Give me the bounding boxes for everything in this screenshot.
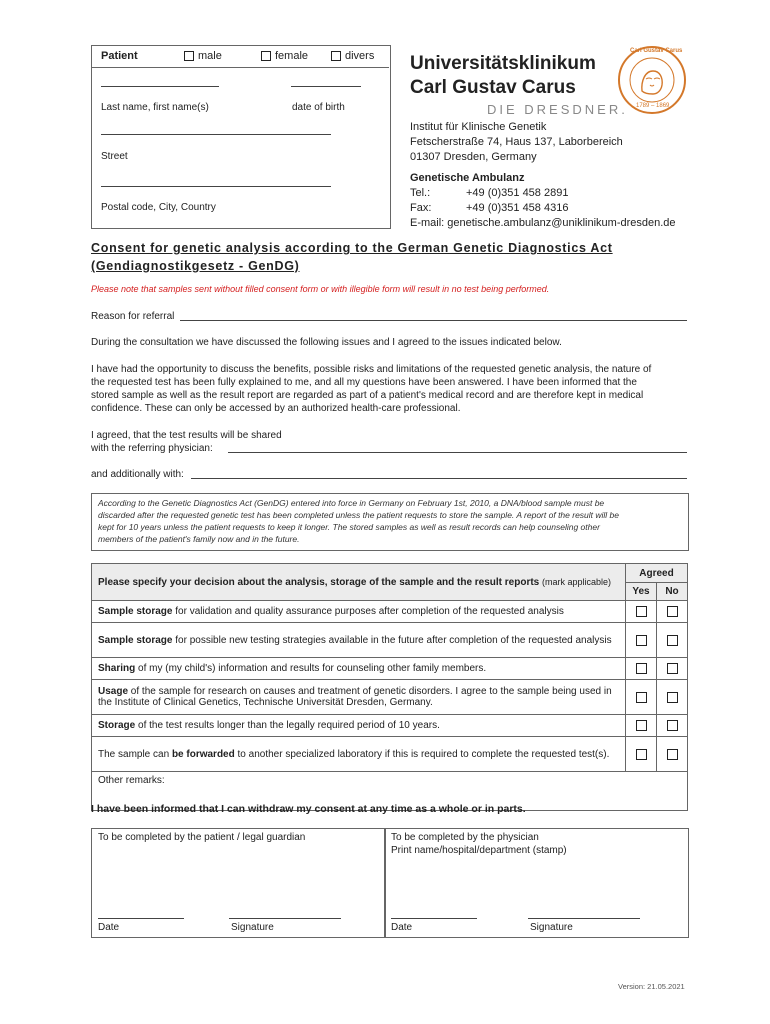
no-checkbox[interactable] — [667, 663, 678, 674]
dob-field[interactable] — [291, 86, 361, 87]
no-cell[interactable] — [657, 715, 688, 737]
female-checkbox[interactable] — [261, 51, 271, 61]
no-checkbox[interactable] — [667, 720, 678, 731]
yes-checkbox[interactable] — [636, 663, 647, 674]
no-cell[interactable] — [657, 658, 688, 680]
address2: 01307 Dresden, Germany — [410, 151, 537, 163]
clinic-name: Genetische Ambulanz — [410, 172, 525, 184]
forward-post: to another specialized laboratory if this is required to complete the requested test(s). — [234, 748, 610, 760]
table-row — [92, 737, 688, 772]
para1-line4: confidence. These can only be accessed by an authorized health-care professional. — [91, 403, 461, 414]
male-checkbox[interactable] — [184, 51, 194, 61]
additionally-field[interactable] — [191, 478, 687, 479]
referring-physician-field[interactable] — [228, 452, 687, 453]
gendg-line1: According to the Genetic Diagnostics Act (GenDG) entered into force in Germany on February 1st, 2010, a DNA/blood sample must be — [98, 498, 605, 508]
physician-signature-label: Signature — [530, 922, 573, 933]
yes-checkbox[interactable] — [636, 635, 647, 646]
tagline: DIE DRESDNER. — [487, 102, 628, 117]
patient-signature-line[interactable] — [229, 918, 341, 919]
fax-label: Fax: — [410, 202, 432, 214]
divers-checkbox[interactable] — [331, 51, 341, 61]
row-text — [92, 601, 626, 623]
seal-years: 1789 – 1869 — [636, 103, 670, 109]
para1-line3: stored sample as well as the result report are regarded as part of a patient's medical record and are therefore kept in medical — [91, 390, 644, 401]
row-desc: for validation and quality assurance purposes after completion of the requested analysis — [172, 606, 564, 617]
row-bold: Sharing — [98, 663, 136, 674]
address1: Fetscherstraße 74, Haus 137, Laborbereich — [410, 136, 623, 148]
no-checkbox[interactable] — [667, 635, 678, 646]
physician-signature-line[interactable] — [528, 918, 640, 919]
withdraw-statement: I have been informed that I can withdraw my consent at any time as a whole or in parts. — [91, 803, 526, 815]
no-checkbox[interactable] — [667, 606, 678, 617]
fax-number: +49 (0)351 458 4316 — [466, 202, 569, 214]
decision-heading — [92, 564, 626, 601]
share-line1: I agreed, that the test results will be shared — [91, 430, 282, 441]
table-row — [92, 623, 688, 658]
physician-sig-heading: To be completed by the physician — [391, 832, 539, 843]
yes-checkbox[interactable] — [636, 749, 647, 760]
divers-option[interactable] — [331, 50, 374, 62]
yes-checkbox[interactable] — [636, 606, 647, 617]
consent-title: Consent for genetic analysis according to the German Genetic Diagnostics Act — [91, 241, 613, 255]
no-cell[interactable] — [657, 680, 688, 715]
decision-table — [91, 563, 688, 811]
row-text — [92, 680, 626, 715]
physician-sig-sub: Print name/hospital/department (stamp) — [391, 845, 567, 856]
yes-cell[interactable] — [626, 623, 657, 658]
yes-header: Yes — [626, 583, 657, 601]
gendg-line4: members of the patient's family now and in the future. — [98, 534, 300, 544]
divers-label: divers — [345, 50, 375, 62]
patient-label: Patient — [101, 50, 138, 62]
other-remarks-label: Other remarks: — [98, 775, 165, 786]
yes-checkbox[interactable] — [636, 692, 647, 703]
row-bold: Storage — [98, 720, 136, 731]
row-desc: of the sample for research on causes and treatment of genetic disorders. I agree to the sample being used in the Institute of Clinical Genetics, Technische Universität Dresden, Germany. — [98, 686, 612, 708]
hospital-seal — [617, 45, 687, 115]
no-checkbox[interactable] — [667, 692, 678, 703]
no-header: No — [657, 583, 688, 601]
patient-signature-box[interactable] — [91, 828, 386, 938]
forward-row-text — [92, 737, 626, 772]
consultation-text: During the consultation we have discussed the following issues and I agreed to the issues indicated below. — [91, 337, 562, 348]
lastname-label: Last name, first name(s) — [101, 102, 209, 113]
row-desc: of the test results longer than the legally required period of 10 years. — [135, 720, 440, 731]
yes-cell[interactable] — [626, 680, 657, 715]
male-option[interactable] — [184, 50, 222, 62]
male-label: male — [198, 50, 222, 62]
version: Version: 21.05.2021 — [618, 982, 685, 991]
para1-line2: the requested test has been fully explained to me, and all my questions have been answered. I have been informed that the — [91, 377, 637, 388]
gendg-line3: kept for 10 years unless the patient requests to keep it longer. The stored samples as well as result records can help counseling other — [98, 522, 600, 532]
physician-date-label: Date — [391, 922, 413, 933]
female-option[interactable] — [261, 50, 308, 62]
lastname-field[interactable] — [101, 86, 219, 87]
email: E-mail: genetische.ambulanz@uniklinikum-dresden.de — [410, 217, 676, 229]
physician-date-line[interactable] — [391, 918, 477, 919]
no-cell[interactable] — [657, 737, 688, 772]
street-label: Street — [101, 151, 128, 162]
street-field[interactable] — [101, 134, 331, 135]
decision-heading-note: (mark applicable) — [542, 576, 612, 587]
tel-number: +49 (0)351 458 2891 — [466, 187, 569, 199]
institute: Institut für Klinische Genetik — [410, 121, 547, 133]
seal-text: Carl Gustav Carus — [630, 48, 683, 54]
gendg-line2: discarded after the requested genetic test has been completed unless the patient requests to store the sample. A report of the result will be — [98, 510, 620, 520]
yes-cell[interactable] — [626, 601, 657, 623]
warning-text: Please note that samples sent without filled consent form or with illegible form will result in no test being performed. — [91, 284, 550, 294]
yes-cell[interactable] — [626, 715, 657, 737]
table-header-row — [92, 564, 688, 583]
tel-label: Tel.: — [410, 187, 431, 199]
reason-field[interactable] — [180, 320, 687, 321]
female-label: female — [275, 50, 309, 62]
no-cell[interactable] — [657, 601, 688, 623]
hospital-name-line2: Carl Gustav Carus — [410, 77, 576, 98]
patient-date-line[interactable] — [98, 918, 184, 919]
hospital-name-line1: Universitätsklinikum — [410, 53, 596, 74]
row-bold: Sample storage — [98, 606, 173, 617]
dob-label: date of birth — [292, 102, 345, 113]
para1-line1: I have had the opportunity to discuss the benefits, possible risks and limitations of the requested genetic analysis, the nature of — [91, 364, 652, 375]
patient-signature-label: Signature — [231, 922, 274, 933]
row-bold: Usage — [98, 686, 129, 697]
patient-date-label: Date — [98, 922, 120, 933]
row-desc: for possible new testing strategies available in the future after completion of the requested analysis — [172, 634, 612, 646]
table-row — [92, 680, 688, 715]
yes-cell[interactable] — [626, 658, 657, 680]
row-text — [92, 715, 626, 737]
decision-heading-bold: Please specify your decision about the analysis, storage of the sample and the result reports — [98, 576, 540, 588]
yes-cell[interactable] — [626, 737, 657, 772]
agreed-header: Agreed — [626, 564, 688, 583]
gendg-box — [91, 493, 689, 551]
row-text — [92, 658, 626, 680]
table-row — [92, 658, 688, 680]
table-row — [92, 601, 688, 623]
no-checkbox[interactable] — [667, 749, 678, 760]
share-line2: with the referring physician: — [91, 443, 213, 454]
forward-bold: be forwarded — [171, 748, 235, 760]
postal-field[interactable] — [101, 186, 331, 187]
row-text — [92, 623, 626, 658]
row-desc: of my (my child's) information and results for counseling other family members. — [135, 663, 487, 674]
row-bold: Sample storage — [98, 634, 173, 646]
physician-signature-box[interactable] — [384, 828, 689, 938]
no-cell[interactable] — [657, 623, 688, 658]
forward-pre: The sample can — [98, 748, 172, 760]
postal-label: Postal code, City, Country — [101, 202, 216, 213]
yes-checkbox[interactable] — [636, 720, 647, 731]
patient-sig-heading: To be completed by the patient / legal guardian — [98, 832, 306, 843]
patient-header — [91, 45, 389, 68]
table-row — [92, 715, 688, 737]
additionally-label: and additionally with: — [91, 469, 184, 480]
reason-label: Reason for referral — [91, 311, 175, 322]
consent-title-2: (Gendiagnostikgesetz - GenDG) — [91, 259, 300, 273]
